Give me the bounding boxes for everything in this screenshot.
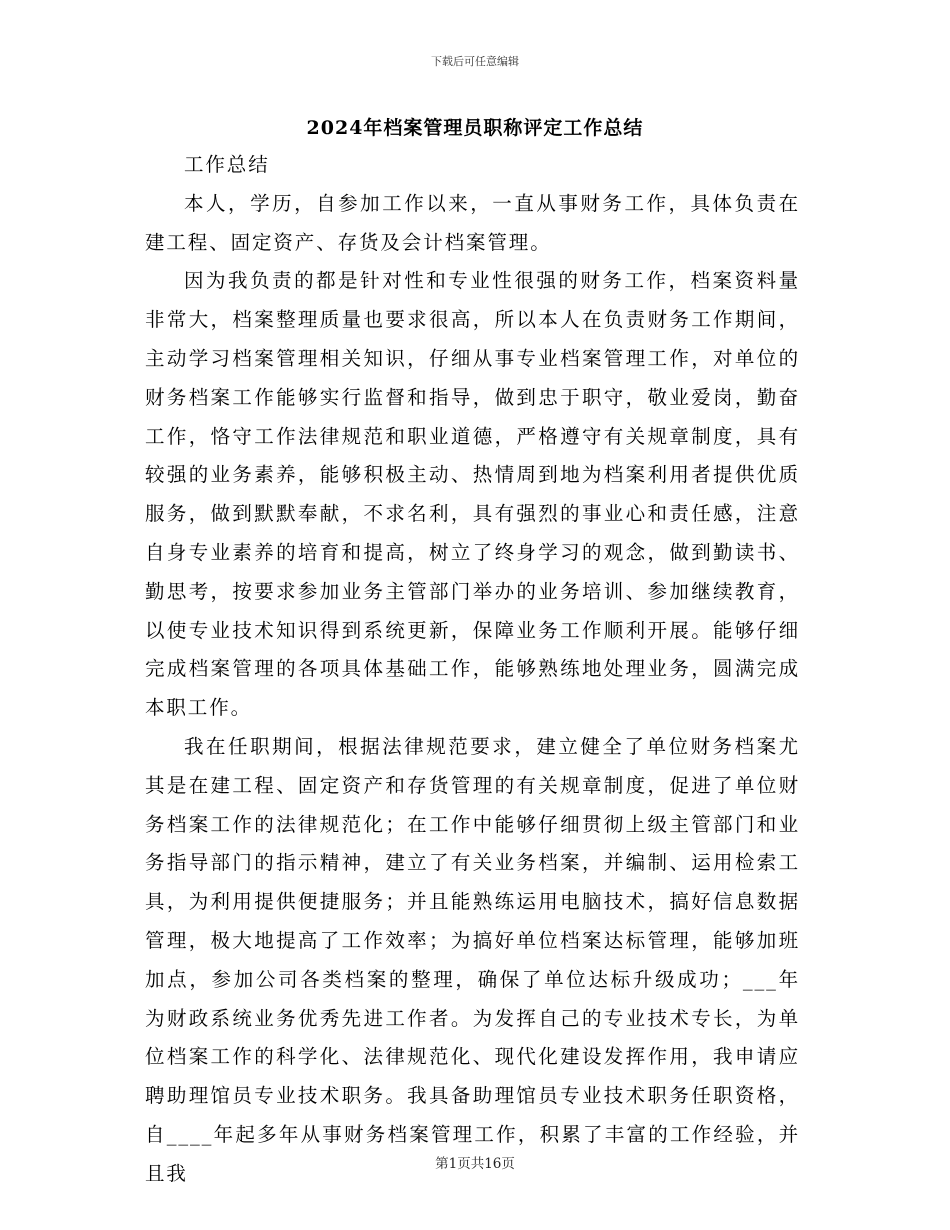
paragraph: 我在任职期间，根据法律规范要求，建立健全了单位财务档案尤其是在建工程、固定资产和存货管理的有关规章制度，促进了单位财务档案工作的法律规范化；在工作中能够仔细贯彻上级主管部门和业务指导部门的指示精神，建立了有关业务档案，并编制、运用检索工具，为利用提供便捷服务；并且能熟练运用电脑技术，搞好信息数据管理，极大地提高了工作效率；为搞好单位档案达标管理，能够加班加点，参加公司各类档案的整理，确保了单位达标升级成功；___年为财政系统业务优秀先进工作者。为发挥自己的专业技术专长，为单位档案工作的科学化、法律规范化、现代化建设发挥作用，我申请应聘助理馆员专业技术职务。我具备助理馆员专业技术职务任职资格，自____年起多年从事财务档案管理工作，积累了丰富的工作经验，并且我	[145, 734, 800, 1185]
header-note: 下载后可任意编辑	[431, 55, 519, 68]
document-title: 2024年档案管理员职称评定工作总结	[306, 117, 644, 139]
paragraph-heading: 工作总结	[184, 153, 270, 176]
document-body	[145, 146, 800, 1194]
page-number-footer: 第1页共16页	[435, 1156, 515, 1172]
paragraph: 因为我负责的都是针对性和专业性很强的财务工作，档案资料量非常大，档案整理质量也要求很高，所以本人在负责财务工作期间，主动学习档案管理相关知识，仔细从事专业档案管理工作，对单位的财务档案工作能够实行监督和指导，做到忠于职守，敬业爱岗，勤奋工作，恪守工作法律规范和职业道德，严格遵守有关规章制度，具有较强的业务素养，能够积极主动、热情周到地为档案利用者提供优质服务，做到默默奉献，不求名利，具有强烈的事业心和责任感，注意自身专业素养的培育和提高，树立了终身学习的观念，做到勤读书、勤思考，按要求参加业务主管部门举办的业务培训、参加继续教育，以使专业技术知识得到系统更新，保障业务工作顺利开展。能够仔细完成档案管理的各项具体基础工作，能够熟练地处理业务，圆满完成本职工作。	[145, 269, 800, 720]
paragraph: 本人，学历，自参加工作以来，一直从事财务工作，具体负责在建工程、固定资产、存货及会计档案管理。	[145, 191, 800, 254]
